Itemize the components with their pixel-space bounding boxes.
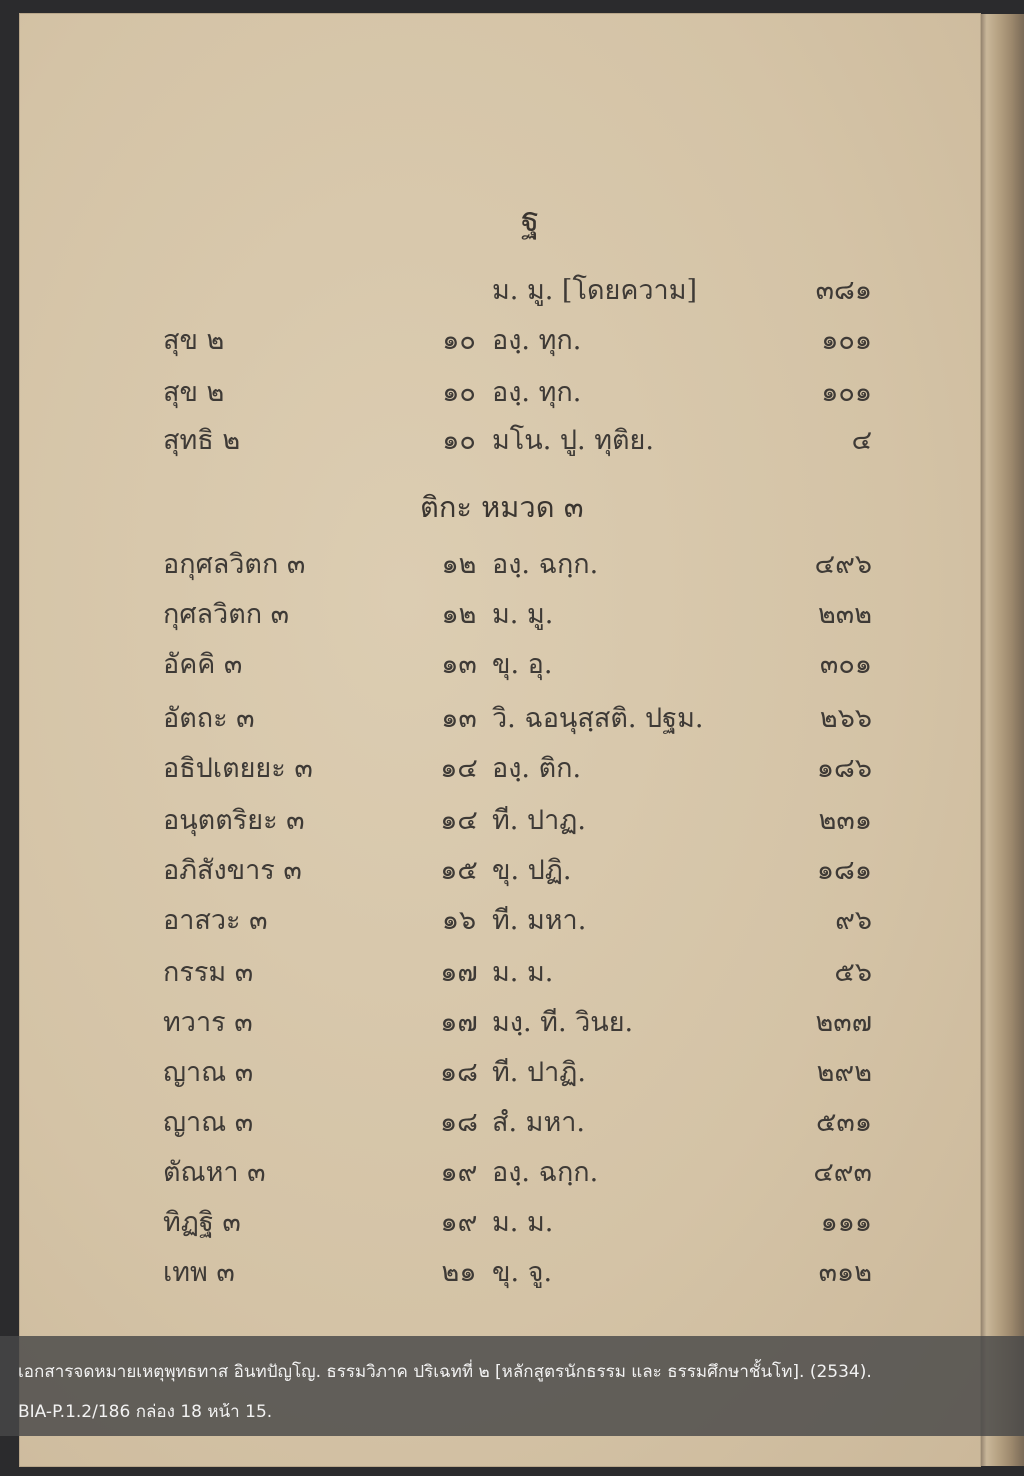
index-number: ๑๐ — [442, 325, 476, 356]
index-row — [20, 1200, 980, 1244]
index-term: อภิสังขาร ๓ — [163, 855, 302, 886]
index-reference: ที. มหา. — [492, 905, 587, 936]
index-row — [20, 542, 980, 586]
index-term: กรรม ๓ — [163, 957, 254, 988]
index-term: ทวาร ๓ — [163, 1007, 253, 1038]
index-number: ๑๒ — [441, 599, 477, 630]
index-term: สุทธิ ๒ — [163, 425, 241, 456]
caption-archive-id: BIA-P.1.2/186 กล่อง 18 หน้า 15. — [18, 1402, 273, 1422]
index-number: ๑๔ — [440, 753, 478, 784]
index-number: ๑๒ — [441, 549, 477, 580]
index-page: ๒๓๗ — [815, 1007, 872, 1038]
index-page: ๑๐๑ — [821, 325, 872, 356]
index-page: ๕๓๑ — [815, 1107, 872, 1138]
index-term: ทิฏฐิ ๓ — [163, 1207, 241, 1238]
index-page: ๒๙๒ — [816, 1057, 872, 1088]
index-page: ๒๖๖ — [819, 703, 872, 734]
index-page: ๙๖ — [835, 905, 872, 936]
index-page: ๒๓๑ — [818, 805, 872, 836]
index-number: ๑๓ — [441, 649, 477, 680]
index-page: ๑๘๑ — [816, 855, 872, 886]
index-number: ๑๖ — [441, 905, 477, 936]
index-number: ๑๓ — [441, 703, 477, 734]
index-row — [20, 370, 980, 414]
index-number: ๑๔ — [440, 805, 478, 836]
index-number: ๑๘ — [440, 1107, 478, 1138]
index-row — [20, 898, 980, 942]
index-row — [20, 950, 980, 994]
index-number: ๑๘ — [440, 1057, 478, 1088]
page-number: ฐ — [520, 200, 540, 240]
index-page: ๓๐๑ — [819, 649, 872, 680]
index-term: เทพ ๓ — [163, 1257, 235, 1288]
index-row — [20, 1250, 980, 1294]
index-reference: วิ. ฉอนุสฺสติ. ปฐม. — [492, 703, 704, 734]
index-row — [20, 1050, 980, 1094]
index-reference: องฺ. ติก. — [492, 753, 582, 784]
index-page: ๔๙๖ — [814, 549, 872, 580]
section-heading: ติกะ หมวด ๓ — [420, 490, 584, 524]
index-reference: ม. ม. — [492, 1207, 554, 1238]
book-spine-edge — [980, 14, 1024, 1466]
book-page — [20, 14, 980, 1466]
index-page: ๑๐๑ — [821, 377, 872, 408]
index-reference: องฺ. ฉกฺก. — [492, 549, 599, 580]
index-row — [20, 1000, 980, 1044]
caption-bar — [0, 1336, 1024, 1436]
index-number: ๒๑ — [441, 1257, 477, 1288]
index-term: สุข ๒ — [163, 377, 225, 408]
index-term: อัตถะ ๓ — [163, 703, 255, 734]
index-page: ๕๖ — [834, 957, 872, 988]
index-row — [20, 848, 980, 892]
index-reference: ที. ปาฏิ. — [492, 1057, 586, 1088]
index-page: ๔๙๓ — [813, 1157, 872, 1188]
index-reference: องฺ. ทุก. — [492, 377, 582, 408]
index-reference: องฺ. ทุก. — [492, 325, 582, 356]
index-page: ๔ — [851, 425, 872, 456]
index-term: อนุตตริยะ ๓ — [163, 805, 305, 836]
index-number: ๑๙ — [440, 1207, 478, 1238]
index-page: ๓๑๒ — [818, 1257, 872, 1288]
index-reference: ขุ. อุ. — [492, 649, 553, 680]
index-row — [20, 418, 980, 462]
index-page: ๑๑๑ — [820, 1207, 872, 1238]
index-reference: มโน. ปู. ทุติย. — [492, 425, 654, 456]
index-term: ญาณ ๓ — [163, 1057, 254, 1088]
index-term: กุศลวิตก ๓ — [163, 599, 290, 630]
index-row — [20, 798, 980, 842]
index-page: ๑๘๖ — [816, 753, 872, 784]
index-row — [20, 696, 980, 740]
index-row — [20, 318, 980, 362]
index-row — [20, 1150, 980, 1194]
index-number: ๑๗ — [440, 1007, 478, 1038]
index-reference: สํ. มหา. — [492, 1107, 585, 1138]
index-row — [20, 1100, 980, 1144]
index-number: ๑๐ — [442, 377, 476, 408]
index-reference: ขุ. ปฏิ. — [492, 855, 572, 886]
index-reference: มงฺ. ที. วินย. — [492, 1007, 634, 1038]
caption-citation: เอกสารจดหมายเหตุพุทธทาส อินทปัญโญ. ธรรมวิภาค ปริเฉทที่ ๒ [หลักสูตรนักธรรม และ ธรรมศึกษาชั้นโท]. (2534). — [18, 1362, 872, 1382]
index-reference: ม. ม. — [492, 957, 554, 988]
index-term: ตัณหา ๓ — [163, 1157, 266, 1188]
index-term: อกุศลวิตก ๓ — [163, 549, 306, 580]
index-number: ๑๕ — [440, 855, 478, 886]
index-number: ๑๙ — [440, 1157, 478, 1188]
index-reference: ที. ปาฏ. — [492, 805, 586, 836]
index-row — [20, 746, 980, 790]
index-reference: ม. มู. [โดยความ] — [492, 275, 698, 306]
index-term: อัคคิ ๓ — [163, 649, 243, 680]
index-row — [20, 592, 980, 636]
index-page: ๓๘๑ — [815, 275, 872, 306]
index-number: ๑๗ — [440, 957, 478, 988]
index-reference: ขุ. จู. — [492, 1257, 553, 1288]
index-number: ๑๐ — [442, 425, 476, 456]
index-page: ๒๓๒ — [817, 599, 872, 630]
index-term: อธิปเตยยะ ๓ — [163, 753, 313, 784]
index-reference: องฺ. ฉกฺก. — [492, 1157, 599, 1188]
index-term: อาสวะ ๓ — [163, 905, 268, 936]
index-row — [20, 642, 980, 686]
index-reference: ม. มู. — [492, 599, 554, 630]
index-row — [20, 268, 980, 312]
index-term: สุข ๒ — [163, 325, 225, 356]
index-term: ญาณ ๓ — [163, 1107, 254, 1138]
